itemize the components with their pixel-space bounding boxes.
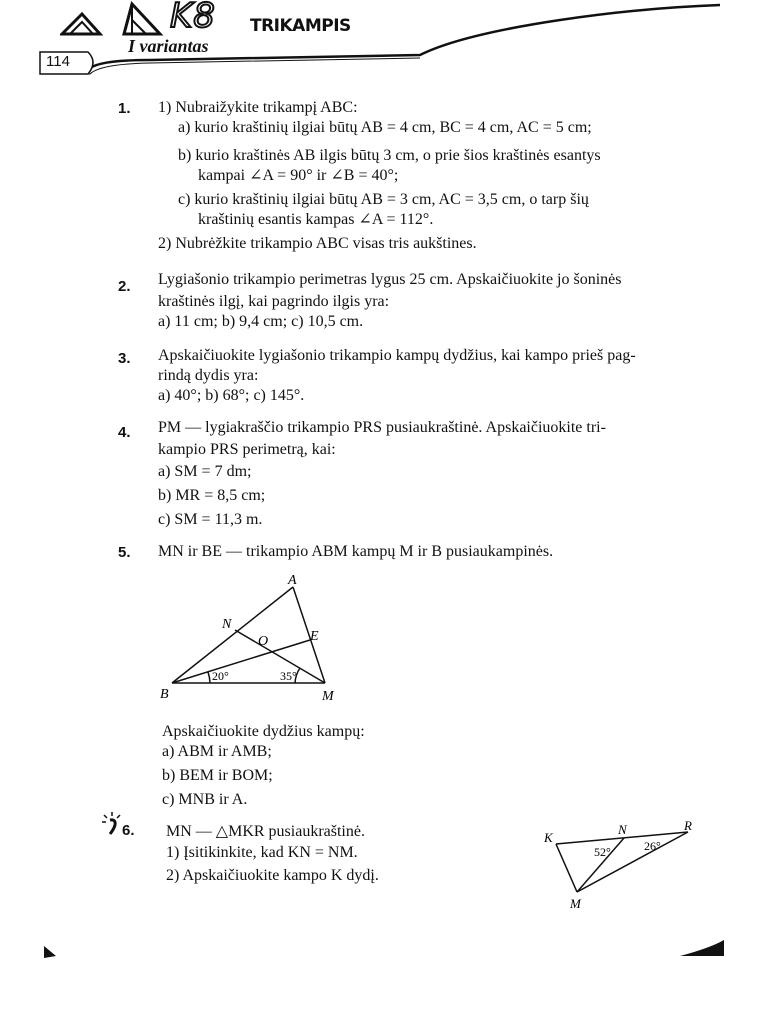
problem-line: Apskaičiuokite lygiašonio trikampio kampų dydžius, kai kampo prieš pag- [158, 347, 636, 364]
side-ab [172, 587, 293, 683]
figure-triangle-abm [150, 570, 370, 710]
problem-line: kraštinių esantis kampas ∠A = 112°. [198, 211, 434, 228]
difficulty-star-icon [100, 810, 124, 838]
page-number: 114 [46, 53, 70, 70]
problem-line: a) SM = 7 dm; [158, 463, 252, 480]
label-n: N [618, 822, 627, 837]
problem-line: a) 40°; b) 68°; c) 145°. [158, 387, 305, 404]
problem-line: a) kurio kraštinių ilgiai būtų AB = 4 cm, BC = 4 cm, AC = 5 cm; [178, 119, 592, 136]
label-k: K [544, 830, 553, 845]
grade-mark: K8 [170, 0, 216, 36]
problem-line: b) BEM ir BOM; [162, 767, 273, 784]
variant-label: I variantas [128, 36, 209, 56]
side-km [556, 844, 577, 892]
label-m: M [322, 689, 334, 704]
label-b: B [160, 687, 169, 702]
chapter-title: TRIKAMPIS [250, 16, 351, 36]
label-a: A [288, 573, 297, 588]
problem-line: rindą dydis yra: [158, 367, 259, 384]
problem-line: PM — lygiakraščio trikampio PRS pusiaukraštinė. Apskaičiuokite tri- [158, 419, 606, 436]
problem-line: MN — △MKR pusiaukraštinė. [166, 823, 365, 840]
problem-line: a) 11 cm; b) 9,4 cm; c) 10,5 cm. [158, 313, 364, 330]
header-band [0, 0, 768, 80]
angle-26: 26° [644, 839, 661, 853]
problem-number: 3. [118, 350, 131, 367]
problem-number: 4. [118, 424, 131, 441]
problem-line: kampio PRS perimetrą, kai: [158, 441, 336, 458]
problem-line: kampai ∠A = 90° ir ∠B = 40°; [198, 167, 399, 184]
problem-number: 5. [118, 544, 131, 561]
problem-line: 1) Nubraižykite trikampį ABC: [158, 99, 358, 116]
angle-20: 20° [212, 669, 229, 683]
label-o: O [258, 634, 269, 649]
label-r: R [684, 818, 692, 833]
problem-line: 1) Įsitikinkite, kad KN = NM. [166, 844, 358, 861]
problem-line: Apskaičiuokite dydžius kampų: [162, 723, 365, 740]
problem-line: c) kurio kraštinių ilgiai būtų AB = 3 cm, AC = 3,5 cm, o tarp šių [178, 191, 589, 208]
angle-52: 52° [594, 845, 611, 859]
problem-line: 2) Nubrėžkite trikampio ABC visas tris aukštines. [158, 235, 477, 252]
problem-line: MN ir BE — trikampio ABM kampų M ir B pusiaukampinės. [158, 543, 554, 560]
problem-number: 1. [118, 100, 131, 117]
label-m: M [570, 896, 581, 911]
problem-line: c) MNB ir A. [162, 791, 248, 808]
problem-line: a) ABM ir AMB; [162, 743, 272, 760]
angle-35: 35° [280, 669, 297, 683]
side-am [293, 587, 325, 683]
problem-line: Lygiašonio trikampio perimetras lygus 25 cm. Apskaičiuokite jo šoninės [158, 271, 622, 288]
figure-triangle-mkr [540, 818, 710, 918]
problem-line: b) MR = 8,5 cm; [158, 487, 266, 504]
problem-line: b) kurio kraštinės AB ilgis būtų 3 cm, o prie šios kraštinės esantys [178, 147, 601, 164]
page-corner-marks [40, 930, 730, 970]
problem-line: c) SM = 11,3 m. [158, 511, 263, 528]
label-n: N [222, 617, 232, 632]
label-e: E [310, 629, 319, 644]
problem-line: 2) Apskaičiuokite kampo K dydį. [166, 867, 379, 884]
problem-number: 2. [118, 278, 131, 295]
problem-line: kraštinės ilgį, kai pagrindo ilgis yra: [158, 293, 390, 310]
problem-number: 6. [122, 822, 135, 839]
